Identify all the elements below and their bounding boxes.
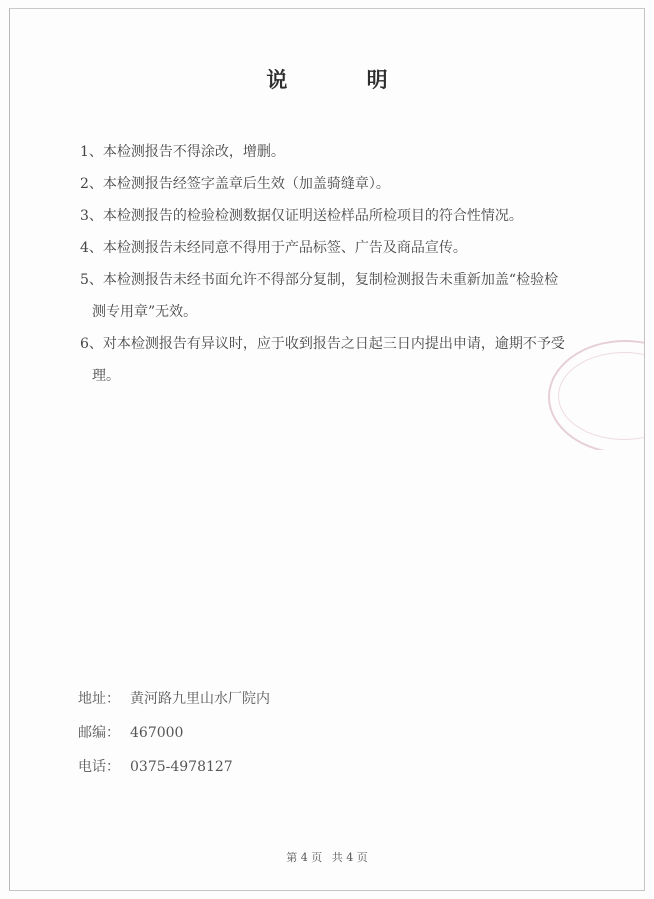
address-line: [78, 688, 270, 708]
list-item: [80, 232, 616, 264]
address-label: 地址：: [78, 691, 120, 707]
list-item: [80, 136, 616, 168]
postcode-line: [78, 722, 183, 742]
list-item: [80, 264, 616, 328]
list-item-text: 4、本检测报告未经同意不得用于产品标签、广告及商品宣传。: [80, 240, 467, 256]
phone-value: 0375-4978127: [130, 759, 233, 775]
scan-edge-right: [644, 8, 645, 891]
list-item: [80, 328, 616, 392]
postcode-label: 邮编：: [78, 725, 120, 741]
list-item-continuation: 理。: [92, 368, 120, 384]
seal-stamp: [548, 340, 644, 450]
scan-edge-bottom: [9, 890, 645, 891]
list-item-text: 5、本检测报告未经书面允许不得部分复制，复制检测报告未重新加盖“检验检: [80, 272, 559, 288]
list-item-continuation: 测专用章”无效。: [92, 304, 198, 320]
page-footer: [0, 849, 654, 865]
list-item-text: 6、对本检测报告有异议时，应于收到报告之日起三日内提出申请，逾期不予受: [80, 336, 565, 352]
address-value: 黄河路九里山水厂院内: [130, 691, 270, 707]
scan-edge-top: [9, 8, 645, 9]
list-item-text: 2、本检测报告经签字盖章后生效（加盖骑缝章）。: [80, 176, 390, 192]
phone-label: 电话：: [78, 759, 120, 775]
instructions-list: [80, 136, 616, 392]
page-number-total: 共 4 页: [331, 851, 368, 864]
postcode-value: 467000: [130, 725, 184, 741]
phone-line: [78, 756, 233, 776]
page-title: 说 明: [266, 67, 424, 92]
list-item-text: 1、本检测报告不得涂改，增删。: [80, 144, 285, 160]
list-item-text: 3、本检测报告的检验检测数据仅证明送检样品所检项目的符合性情况。: [80, 208, 523, 224]
list-item: [80, 200, 616, 232]
scan-edge-left: [9, 8, 10, 891]
list-item: [80, 168, 616, 200]
page-number-current: 第 4 页: [286, 851, 323, 864]
